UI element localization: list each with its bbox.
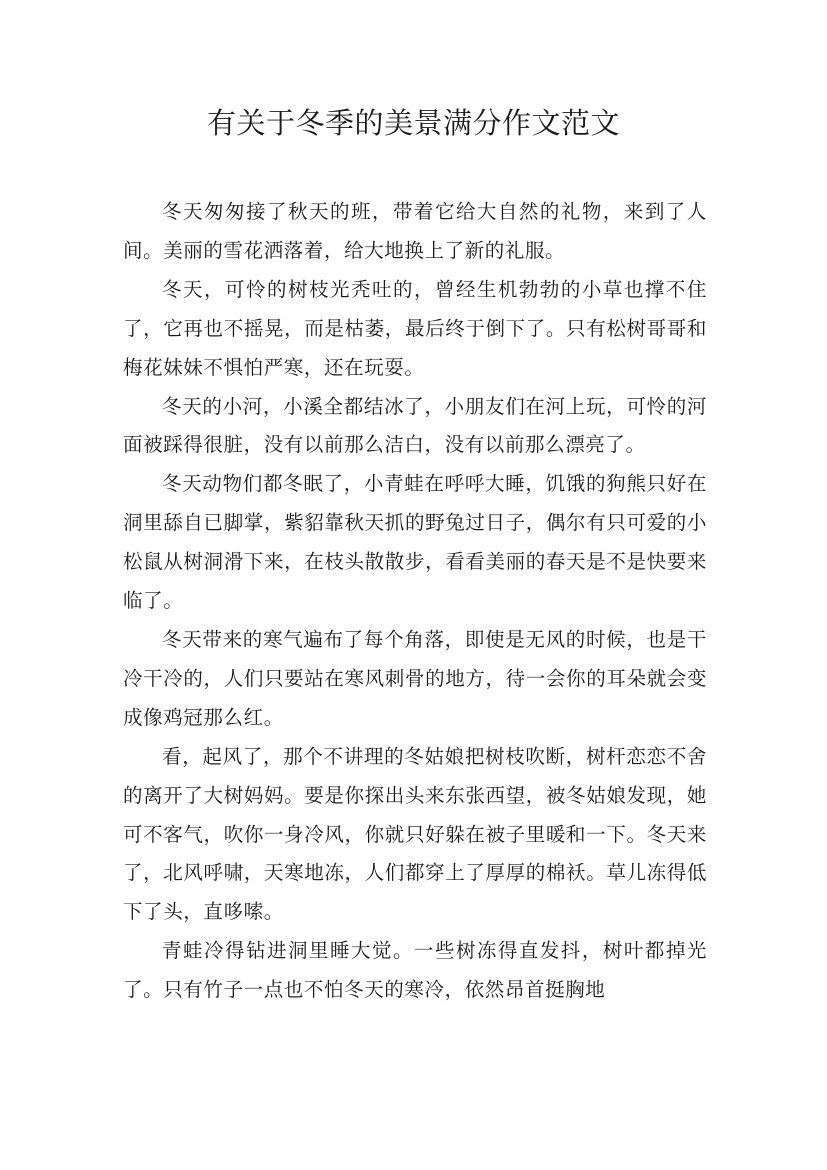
paragraph-4: 冬天动物们都冬眠了，小青蛙在呼呼大睡，饥饿的狗熊只好在洞里舔自已脚掌，紫貂靠秋天抓的野兔过日子，偶尔有只可爱的小松鼠从树洞滑下来，在枝头散散步，看看美丽的春天是不是快要来临了。 [123,472,707,613]
paragraph-7: 青蛙冷得钻进洞里睡大觉。一些树冻得直发抖，树叶都掉光了。只有竹子一点也不怕冬天的寒冷，依然昂首挺胸地 [123,939,707,1002]
paragraph-5: 冬天带来的寒气遍布了每个角落，即使是无风的时候，也是干冷干冷的，人们只要站在寒风刺骨的地方，待一会你的耳朵就会变成像鸡冠那么红。 [123,627,707,729]
document-body [123,193,707,1010]
paragraph-2: 冬天，可怜的树枝光秃吐的，曾经生机勃勃的小草也撑不住了，它再也不摇晃，而是枯萎，最后终于倒下了。只有松树哥哥和梅花妹妹不惧怕严寒，还在玩耍。 [123,277,707,379]
paragraph-1: 冬天匆匆接了秋天的班，带着它给大自然的礼物，来到了人间。美丽的雪花洒落着，给大地换上了新的礼服。 [123,200,707,262]
document-title: 有关于冬季的美景满分作文范文 [206,106,620,140]
paragraph-6: 看，起风了，那个不讲理的冬姑娘把树枝吹断，树杆恋恋不舍的离开了大树妈妈。要是你探出头来东张西望，被冬姑娘发现，她可不客气，吹你一身冷风，你就只好躲在被子里暖和一下。冬天来了，北风呼啸，天寒地冻，人们都穿上了厚厚的棉袄。草儿冻得低下了头，直哆嗦。 [123,744,707,924]
paragraph-3: 冬天的小河，小溪全都结冰了，小朋友们在河上玩，可怜的河面被踩得很脏，没有以前那么洁白，没有以前那么漂亮了。 [123,394,707,457]
